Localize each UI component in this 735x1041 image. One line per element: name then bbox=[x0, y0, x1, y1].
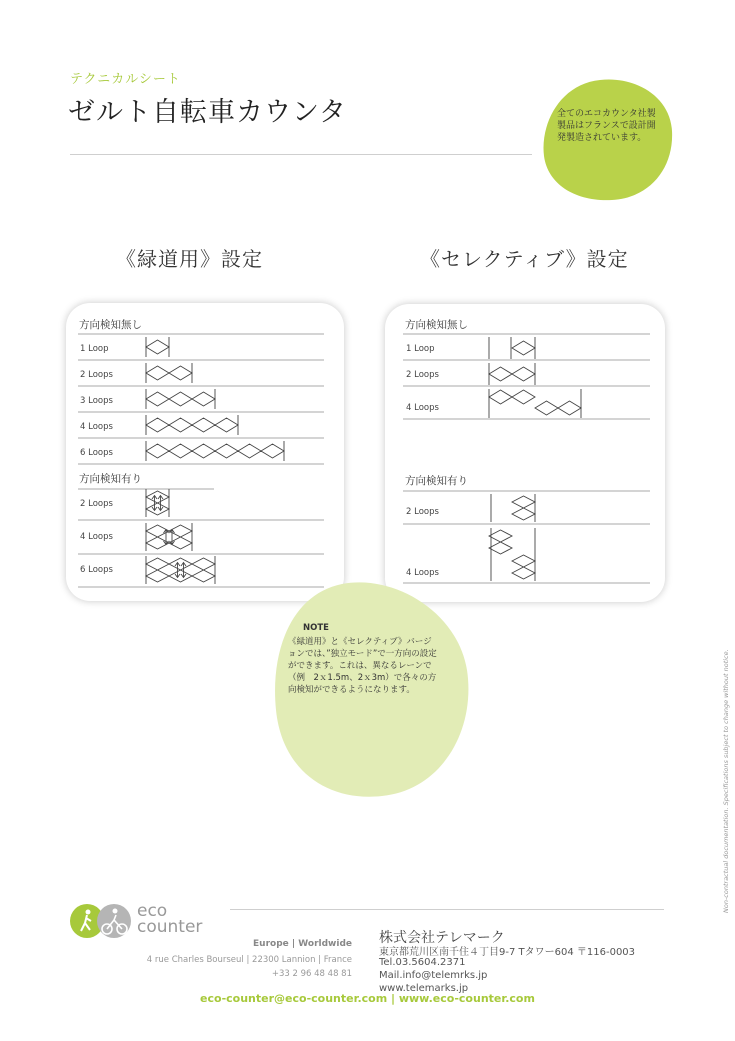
inductive-loop-diagram bbox=[512, 508, 535, 520]
no-direction-heading: 方向検知無し bbox=[405, 319, 468, 331]
inductive-loop-diagram bbox=[512, 567, 535, 579]
brand-name-eco: eco bbox=[137, 901, 168, 921]
japan-distributor-address: 東京都荒川区南千住４丁目9-7 Tタワー604 〒116-0003 bbox=[379, 947, 636, 958]
japan-distributor-phone: Tel.03.5604.2371 bbox=[379, 957, 466, 968]
inductive-loop-diagram bbox=[512, 341, 535, 355]
eco-counter-logo-icon bbox=[70, 902, 134, 940]
loop-row-label: 6 Loops bbox=[80, 448, 113, 458]
inductive-loop-diagram bbox=[146, 366, 192, 380]
europe-office-heading: Europe | Worldwide bbox=[253, 939, 352, 949]
selective-section-title: 《セレクティブ》設定 bbox=[420, 247, 629, 271]
inductive-loop-diagram bbox=[489, 542, 512, 554]
no-direction-heading: 方向検知無し bbox=[79, 319, 142, 331]
inductive-loop-diagram bbox=[146, 558, 215, 570]
loop-row-label: 4 Loops bbox=[406, 568, 439, 578]
selective-config-panel bbox=[385, 304, 665, 602]
inductive-loop-diagram bbox=[146, 392, 215, 406]
japan-distributor-website[interactable]: www.telemarks.jp bbox=[379, 983, 469, 994]
brand-name-counter: counter bbox=[137, 917, 203, 937]
greenway-section-title: 《緑道用》設定 bbox=[116, 247, 263, 271]
loop-row-label: 2 Loops bbox=[406, 507, 439, 517]
loop-row-label: 1 Loop bbox=[406, 344, 435, 354]
inductive-loop-diagram bbox=[489, 530, 512, 542]
inductive-loop-diagram bbox=[146, 570, 215, 582]
inductive-loop-diagram bbox=[146, 503, 169, 515]
document-title: ゼルト自転車カウンタ bbox=[68, 97, 347, 128]
europe-office-address: 4 rue Charles Bourseul | 22300 Lannion | France bbox=[146, 955, 352, 965]
with-direction-heading: 方向検知有り bbox=[405, 475, 468, 487]
loop-row-label: 2 Loops bbox=[80, 370, 113, 380]
loop-row-label: 4 Loops bbox=[406, 403, 439, 413]
japan-distributor-name: 株式会社テレマーク bbox=[379, 930, 505, 946]
loop-row-label: 2 Loops bbox=[80, 499, 113, 509]
europe-office-phone: +33 2 96 48 48 81 bbox=[271, 969, 352, 979]
document-kicker: テクニカルシート bbox=[70, 72, 181, 87]
inductive-loop-diagram bbox=[146, 444, 284, 458]
note-heading: NOTE bbox=[303, 623, 329, 633]
contact-links[interactable]: eco-counter@eco-counter.com | www.eco-counter.com bbox=[200, 992, 535, 1005]
inductive-loop-diagram bbox=[489, 367, 535, 381]
loop-row-label: 1 Loop bbox=[80, 344, 109, 354]
inductive-loop-diagram bbox=[535, 401, 581, 415]
inductive-loop-diagram bbox=[146, 340, 169, 354]
loop-row-label: 3 Loops bbox=[80, 396, 113, 406]
inductive-loop-diagram bbox=[489, 390, 535, 404]
made-in-france-badge: 全てのエコカウンタ社製製品はフランスで設計開発製造されています。 bbox=[557, 109, 656, 143]
with-direction-heading: 方向検知有り bbox=[79, 473, 142, 485]
inductive-loop-diagram bbox=[512, 496, 535, 508]
inductive-loop-diagram bbox=[146, 491, 169, 503]
footer-divider bbox=[230, 909, 664, 910]
disclaimer-side-note: Non-contractual documentation. Specifications subject to change without notice. bbox=[722, 649, 730, 913]
loop-row-label: 4 Loops bbox=[80, 532, 113, 542]
greenway-config-panel bbox=[66, 303, 344, 601]
inductive-loop-diagram bbox=[146, 418, 238, 432]
title-divider bbox=[70, 154, 532, 155]
loop-row-label: 2 Loops bbox=[406, 370, 439, 380]
inductive-loop-diagram bbox=[512, 555, 535, 567]
loop-row-label: 6 Loops bbox=[80, 565, 113, 575]
inductive-loop-diagram bbox=[146, 537, 192, 549]
inductive-loop-diagram bbox=[146, 525, 192, 537]
note-body: 《緑道用》と《セレクティブ》バージョンでは、”独立モード”で一方向の設定ができます。これは、異なるレーンで（例 2ｘ1.5m、2ｘ3m）で各々の方向検知ができるようになります。 bbox=[288, 637, 437, 695]
japan-distributor-email[interactable]: Mail.info@telemrks.jp bbox=[379, 970, 488, 981]
loop-row-label: 4 Loops bbox=[80, 422, 113, 432]
